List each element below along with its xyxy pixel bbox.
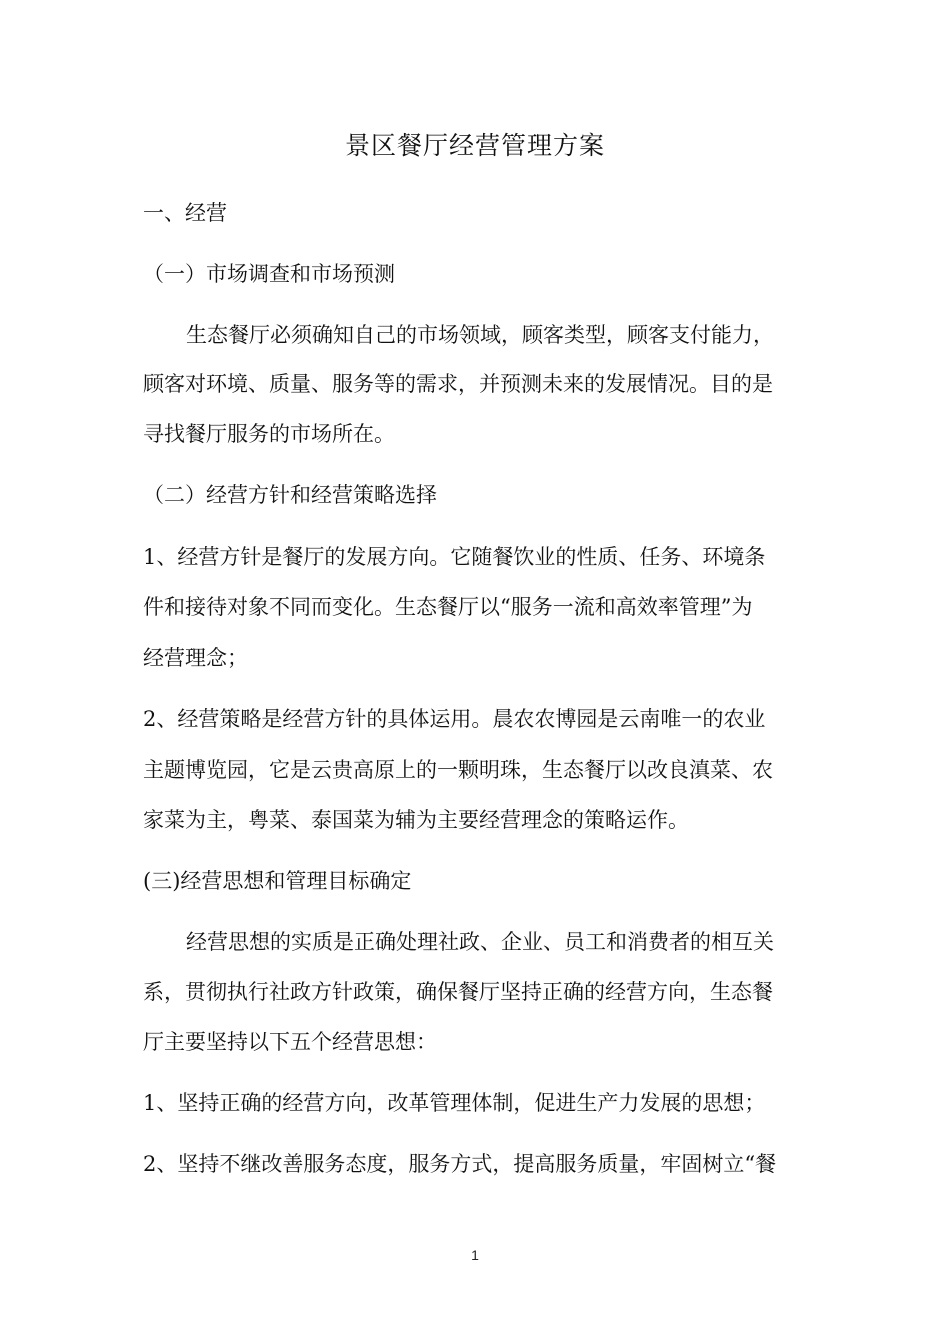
paragraph-line: 厅主要坚持以下五个经营思想： bbox=[143, 1030, 437, 1054]
paragraph-line: 寻找餐厅服务的市场所在。 bbox=[143, 422, 395, 446]
paragraph-line: 系，贯彻执行社政方针政策，确保餐厅坚持正确的经营方向，生态餐 bbox=[143, 980, 773, 1004]
paragraph-line: 顾客对环境、质量、服务等的需求，并预测未来的发展情况。目的是 bbox=[143, 372, 773, 396]
paragraph-line: 1、经营方针是餐厅的发展方向。它随餐饮业的性质、任务、环境条 bbox=[143, 545, 766, 569]
paragraph-line: 主题博览园，它是云贵高原上的一颗明珠，生态餐厅以改良滇菜、农 bbox=[143, 758, 773, 782]
section-heading-operations: 一、经营 bbox=[143, 201, 227, 225]
page-number: 1 bbox=[471, 1247, 479, 1263]
paragraph-line: 件和接待对象不同而变化。生态餐厅以“服务一流和高效率管理”为 bbox=[143, 595, 753, 619]
paragraph-line: 经营理念； bbox=[143, 646, 248, 670]
paragraph-line: 1、坚持正确的经营方向，改革管理体制，促进生产力发展的思想； bbox=[143, 1091, 766, 1115]
subheading-strategy: （二）经营方针和经营策略选择 bbox=[143, 483, 437, 507]
subheading-market-research: （一）市场调查和市场预测 bbox=[143, 262, 395, 286]
paragraph-line: 家菜为主，粤菜、泰国菜为辅为主要经营理念的策略运作。 bbox=[143, 808, 689, 832]
paragraph-line: 经营思想的实质是正确处理社政、企业、员工和消费者的相互关 bbox=[186, 930, 774, 954]
document-title: 景区餐厅经营管理方案 bbox=[344, 131, 605, 160]
paragraph-line: 2、经营策略是经营方针的具体运用。晨农农博园是云南唯一的农业 bbox=[143, 707, 766, 731]
paragraph-line: 2、坚持不继改善服务态度，服务方式，提高服务质量，牢固树立“餐 bbox=[143, 1152, 777, 1176]
paragraph-line: 生态餐厅必须确知自己的市场领域，顾客类型，顾客支付能力， bbox=[186, 323, 774, 347]
subheading-management-goals: (三)经营思想和管理目标确定 bbox=[143, 869, 412, 893]
